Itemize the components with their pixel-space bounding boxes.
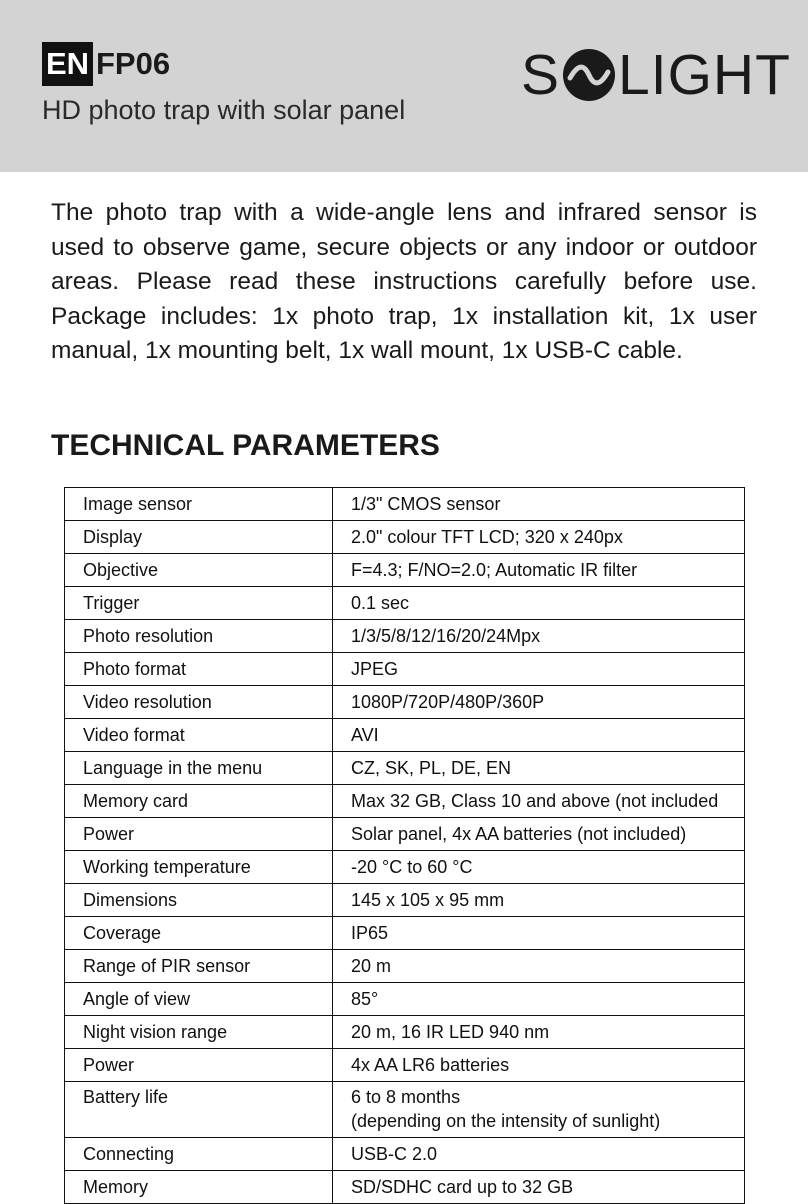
param-value: 20 m, 16 IR LED 940 nm: [333, 1016, 745, 1049]
param-label: Video resolution: [65, 686, 333, 719]
param-label: Angle of view: [65, 983, 333, 1016]
param-value: 1080P/720P/480P/360P: [333, 686, 745, 719]
section-title: TECHNICAL PARAMETERS: [51, 429, 440, 462]
param-value-line1: 6 to 8 months: [351, 1087, 461, 1107]
param-value: 4x AA LR6 batteries: [333, 1049, 745, 1082]
table-row: [65, 620, 745, 653]
param-value: 1/3" CMOS sensor: [333, 488, 745, 521]
table-row: [65, 917, 745, 950]
brand-o-wave-icon: [562, 48, 616, 102]
param-label: Battery life: [65, 1082, 333, 1138]
param-label: Trigger: [65, 587, 333, 620]
param-label: Display: [65, 521, 333, 554]
table-row: [65, 818, 745, 851]
table-row: [65, 719, 745, 752]
table-row: [65, 1016, 745, 1049]
param-label: Power: [65, 1049, 333, 1082]
param-value: 85°: [333, 983, 745, 1016]
language-badge: EN: [42, 42, 93, 86]
param-value: -20 °C to 60 °C: [333, 851, 745, 884]
param-value: 1/3/5/8/12/16/20/24Mpx: [333, 620, 745, 653]
param-value: CZ, SK, PL, DE, EN: [333, 752, 745, 785]
param-label: Memory: [65, 1171, 333, 1204]
param-value: SD/SDHC card up to 32 GB: [333, 1171, 745, 1204]
brand-logo-left: S: [521, 43, 561, 107]
intro-paragraph: The photo trap with a wide-angle lens and infrared sensor is used to observe game, secure objects or any indoor or outdoor areas. Please read these instructions carefully before use. Package includes: 1x photo trap, 1x installation kit, 1x user manual, 1x mounting belt, 1x wall mount, 1x USB-C cable.: [51, 199, 757, 364]
param-value: 2.0" colour TFT LCD; 320 x 240px: [333, 521, 745, 554]
table-row: [65, 488, 745, 521]
param-label: Memory card: [65, 785, 333, 818]
param-label: Range of PIR sensor: [65, 950, 333, 983]
table-row: [65, 1049, 745, 1082]
brand-logo: [521, 40, 796, 110]
param-label: Working temperature: [65, 851, 333, 884]
param-value: Solar panel, 4x AA batteries (not included): [333, 818, 745, 851]
param-label: Image sensor: [65, 488, 333, 521]
table-row: [65, 686, 745, 719]
param-value: IP65: [333, 917, 745, 950]
table-row: [65, 587, 745, 620]
table-row: [65, 1171, 745, 1204]
table-row: [65, 752, 745, 785]
param-label: Video format: [65, 719, 333, 752]
table-row: [65, 983, 745, 1016]
param-label: Photo resolution: [65, 620, 333, 653]
param-label: Objective: [65, 554, 333, 587]
param-value: 145 x 105 x 95 mm: [333, 884, 745, 917]
param-label: Language in the menu: [65, 752, 333, 785]
param-value: 0.1 sec: [333, 587, 745, 620]
param-label: Coverage: [65, 917, 333, 950]
table-row: [65, 785, 745, 818]
parameters-table: [64, 487, 745, 1204]
table-row: [65, 1138, 745, 1171]
brand-logo-right: LIGHT: [618, 43, 791, 107]
table-row: [65, 653, 745, 686]
table-row: [65, 1082, 745, 1138]
param-label: Dimensions: [65, 884, 333, 917]
param-label: Photo format: [65, 653, 333, 686]
param-label: Night vision range: [65, 1016, 333, 1049]
table-row: [65, 521, 745, 554]
model-number: FP06: [96, 46, 171, 81]
param-value: Max 32 GB, Class 10 and above (not included: [333, 785, 745, 818]
param-value: F=4.3; F/NO=2.0; Automatic IR filter: [333, 554, 745, 587]
param-value: 20 m: [333, 950, 745, 983]
param-label: Connecting: [65, 1138, 333, 1171]
product-subtitle: HD photo trap with solar panel: [42, 95, 406, 125]
param-value: AVI: [333, 719, 745, 752]
param-value: USB-C 2.0: [333, 1138, 745, 1171]
header-band: [0, 0, 808, 172]
param-value: [333, 1082, 745, 1138]
table-row: [65, 950, 745, 983]
param-value-line2: (depending on the intensity of sunlight): [351, 1111, 661, 1131]
table-row: [65, 554, 745, 587]
param-value: JPEG: [333, 653, 745, 686]
table-row: [65, 851, 745, 884]
param-label: Power: [65, 818, 333, 851]
table-row: [65, 884, 745, 917]
